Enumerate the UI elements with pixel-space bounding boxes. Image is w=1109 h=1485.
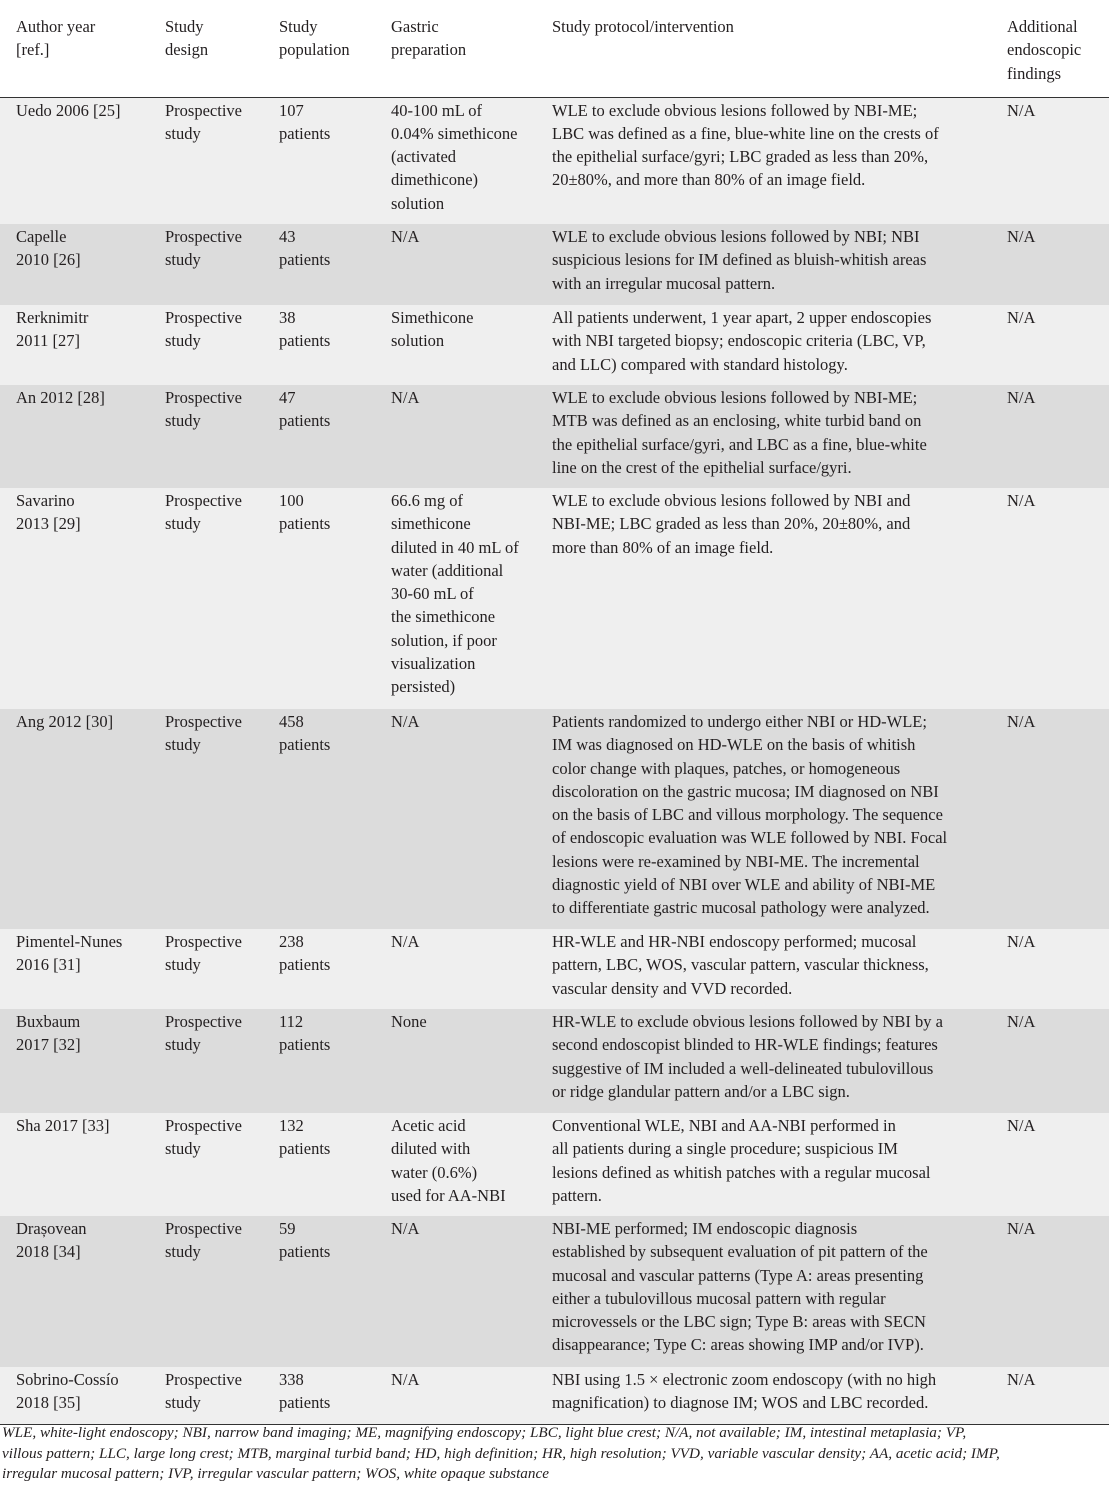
cell-author-year: Sobrino-Cossío 2018 [35] bbox=[16, 1370, 119, 1413]
cell-additional-findings: N/A bbox=[1007, 1116, 1036, 1135]
cell-study-design: Prospective study bbox=[165, 1116, 242, 1159]
cell-gastric-preparation: N/A bbox=[391, 388, 420, 407]
cell-study-design: Prospective study bbox=[165, 308, 242, 351]
table-row bbox=[0, 929, 1109, 1009]
cell-author-year: Savarino 2013 [29] bbox=[16, 491, 81, 534]
header-study-protocol: Study protocol/intervention bbox=[552, 0, 1007, 97]
table-row bbox=[0, 1009, 1109, 1113]
cell-study-population: 338 patients bbox=[279, 1370, 331, 1413]
cell-study-design: Prospective study bbox=[165, 227, 242, 270]
table-footnote: WLE, white-light endoscopy; NBI, narrow band imaging; ME, magnifying endoscopy; LBC, light blue crest; N/A, not available; IM, intestinal metaplasia; VP, villous pattern; LLC, large long crest; MTB, marginal turbid band; HD, high definition; HR, high resolution; VVD, variable vascular density; AA, acetic acid; IMP, irregular mucosal pattern; IVP, irregular vascular pattern; WOS, white opaque substance bbox=[2, 1424, 1000, 1483]
cell-study-design: Prospective study bbox=[165, 100, 242, 143]
header-study-population: Study population bbox=[279, 0, 391, 97]
cell-study-protocol: WLE to exclude obvious lesions followed by NBI-ME; MTB was defined as an enclosing, white turbid band on the epithelial surface/gyri, and LBC as a fine, blue-white line on the crest of the epithelial surface/gyri. bbox=[552, 388, 927, 477]
cell-study-protocol: NBI using 1.5 × electronic zoom endoscopy (with no high magnification) to diagnose IM; WOS and LBC recorded. bbox=[552, 1370, 937, 1413]
table-row bbox=[0, 1113, 1109, 1216]
cell-study-population: 38 patients bbox=[279, 308, 331, 351]
cell-study-design: Prospective study bbox=[165, 712, 242, 755]
table-row bbox=[0, 1367, 1109, 1424]
table-row bbox=[0, 1216, 1109, 1367]
cell-author-year: Uedo 2006 [25] bbox=[16, 100, 121, 120]
cell-additional-findings: N/A bbox=[1007, 712, 1036, 731]
table-body bbox=[0, 97, 1109, 1424]
cell-study-population: 238 patients bbox=[279, 932, 331, 975]
cell-additional-findings: N/A bbox=[1007, 1370, 1036, 1389]
cell-study-protocol: Patients randomized to undergo either NBI or HD-WLE; IM was diagnosed on HD-WLE on the basis of whitish color change with plaques, patches, or homogeneous discoloration on the gastric mucosa; IM diagnosed on NBI on the basis of LBC and villous morphology. The sequence of endoscopic evaluation was WLE followed by NBI. Focal lesions were re-examined by NBI-ME. The incremental diagnostic yield of NBI over WLE and ability of NBI-ME to differentiate gastric mucosal pathology were analyzed. bbox=[552, 712, 948, 918]
cell-author-year: Buxbaum 2017 [32] bbox=[16, 1012, 81, 1055]
cell-gastric-preparation: N/A bbox=[391, 712, 420, 731]
cell-author-year: Drașovean 2018 [34] bbox=[16, 1219, 87, 1262]
cell-author-year: Pimentel-Nunes 2016 [31] bbox=[16, 932, 123, 975]
cell-author-year: Ang 2012 [30] bbox=[16, 712, 114, 731]
cell-gastric-preparation: N/A bbox=[391, 1370, 420, 1389]
cell-study-population: 107 patients bbox=[279, 100, 331, 143]
header-additional-findings: Additional endoscopic findings bbox=[1007, 0, 1109, 97]
cell-author-year: Sha 2017 [33] bbox=[16, 1116, 110, 1135]
cell-study-protocol: WLE to exclude obvious lesions followed by NBI-ME; LBC was defined as a fine, blue-white line on the crests of the epithelial surface/gyri; LBC graded as less than 20%, 20±80%, and more than 80% of an image field. bbox=[552, 100, 939, 190]
cell-gastric-preparation: N/A bbox=[391, 1219, 420, 1238]
header-author-year: Author year [ref.] bbox=[0, 0, 165, 97]
cell-study-protocol: HR-WLE and HR-NBI endoscopy performed; mucosal pattern, LBC, WOS, vascular pattern, vascular thickness, vascular density and VVD recorded. bbox=[552, 932, 929, 998]
cell-gastric-preparation: 40-100 mL of 0.04% simethicone (activated dimethicone) solution bbox=[391, 100, 518, 213]
table-row bbox=[0, 488, 1109, 709]
header-gastric-preparation: Gastric preparation bbox=[391, 0, 552, 97]
cell-study-protocol: All patients underwent, 1 year apart, 2 upper endoscopies with NBI targeted biopsy; endoscopic criteria (LBC, VP, and LLC) compared with standard histology. bbox=[552, 308, 932, 374]
table-row bbox=[0, 305, 1109, 385]
cell-study-protocol: NBI-ME performed; IM endoscopic diagnosis established by subsequent evaluation of pit pattern of the mucosal and vascular patterns (Type A: areas presenting either a tubulovillous mucosal pattern with regular microvessels or the LBC sign; Type B: areas with SECN disappearance; Type C: areas showing IMP and/or IVP). bbox=[552, 1219, 928, 1355]
cell-study-design: Prospective study bbox=[165, 1012, 242, 1055]
cell-additional-findings: N/A bbox=[1007, 1012, 1036, 1031]
table-row bbox=[0, 709, 1109, 929]
cell-gastric-preparation: Simethicone solution bbox=[391, 308, 474, 351]
cell-study-design: Prospective study bbox=[165, 1370, 242, 1413]
cell-study-population: 59 patients bbox=[279, 1219, 331, 1262]
cell-author-year: Rerknimitr 2011 [27] bbox=[16, 308, 89, 351]
cell-study-protocol: Conventional WLE, NBI and AA-NBI performed in all patients during a single procedure; suspicious IM lesions defined as whitish patches with a regular mucosal pattern. bbox=[552, 1116, 931, 1205]
cell-additional-findings: N/A bbox=[1007, 308, 1036, 327]
table-row bbox=[0, 97, 1109, 224]
cell-study-population: 47 patients bbox=[279, 388, 331, 431]
cell-study-protocol: WLE to exclude obvious lesions followed by NBI and NBI-ME; LBC graded as less than 20%, 20±80%, and more than 80% of an image field. bbox=[552, 491, 911, 557]
cell-gastric-preparation: Acetic acid diluted with water (0.6%) used for AA-NBI bbox=[391, 1116, 506, 1205]
cell-additional-findings: N/A bbox=[1007, 491, 1036, 510]
cell-study-design: Prospective study bbox=[165, 388, 242, 431]
table-row bbox=[0, 385, 1109, 488]
cell-study-population: 132 patients bbox=[279, 1116, 331, 1159]
cell-study-design: Prospective study bbox=[165, 491, 242, 534]
cell-additional-findings: N/A bbox=[1007, 388, 1036, 407]
cell-study-population: 112 patients bbox=[279, 1012, 331, 1055]
cell-gastric-preparation: 66.6 mg of simethicone diluted in 40 mL of water (additional 30-60 mL of the simethicone solution, if poor visualization persisted) bbox=[391, 491, 519, 697]
cell-gastric-preparation: N/A bbox=[391, 227, 420, 246]
cell-gastric-preparation: N/A bbox=[391, 932, 420, 951]
cell-study-design: Prospective study bbox=[165, 1219, 242, 1262]
cell-gastric-preparation: None bbox=[391, 1012, 427, 1031]
cell-study-design: Prospective study bbox=[165, 932, 242, 975]
cell-study-protocol: HR-WLE to exclude obvious lesions followed by NBI by a second endoscopist blinded to HR-WLE findings; features suggestive of IM included a well-delineated tubulovillous or ridge glandular pattern and/or a LBC sign. bbox=[552, 1012, 943, 1101]
cell-author-year: An 2012 [28] bbox=[16, 388, 105, 407]
cell-additional-findings: N/A bbox=[1007, 100, 1036, 120]
table-row bbox=[0, 224, 1109, 305]
table-header bbox=[0, 0, 1109, 97]
cell-author-year: Capelle 2010 [26] bbox=[16, 227, 81, 270]
cell-study-population: 43 patients bbox=[279, 227, 331, 270]
header-study-design: Study design bbox=[165, 0, 279, 97]
cell-additional-findings: N/A bbox=[1007, 932, 1036, 951]
cell-additional-findings: N/A bbox=[1007, 227, 1036, 246]
cell-study-population: 458 patients bbox=[279, 712, 331, 755]
cell-study-protocol: WLE to exclude obvious lesions followed by NBI; NBI suspicious lesions for IM defined as bluish-whitish areas with an irregular mucosal pattern. bbox=[552, 227, 927, 293]
header-row bbox=[0, 0, 1109, 97]
cell-study-population: 100 patients bbox=[279, 491, 331, 534]
cell-additional-findings: N/A bbox=[1007, 1219, 1036, 1238]
